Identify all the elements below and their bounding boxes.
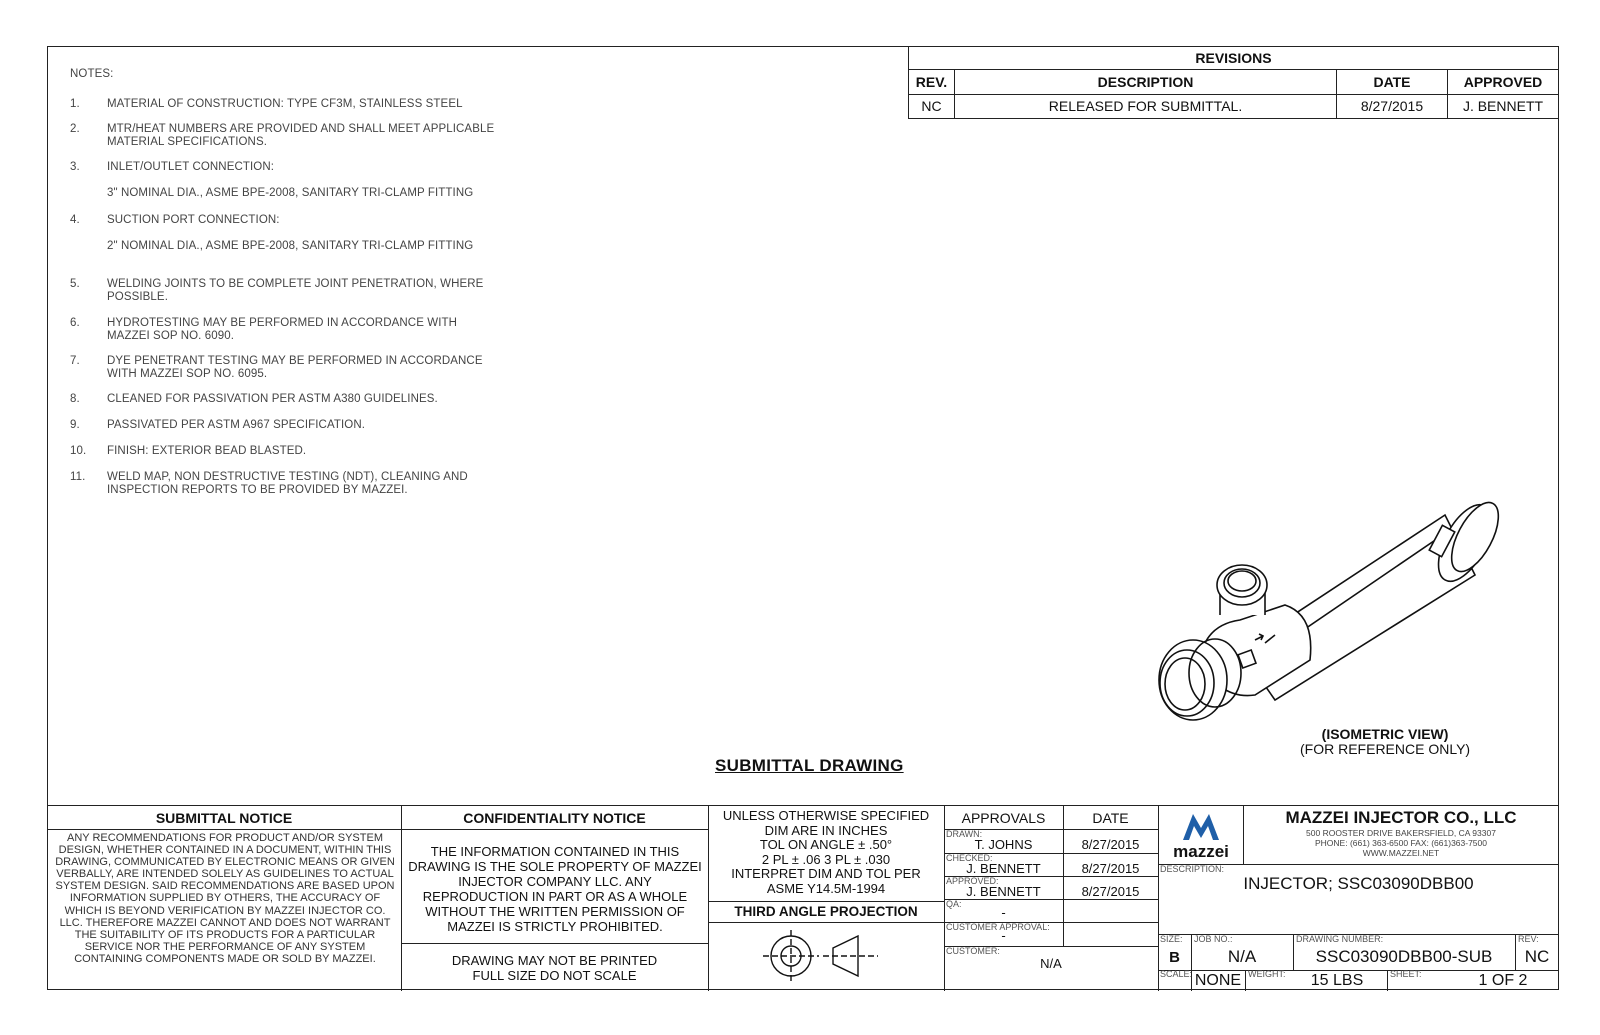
note-text: FINISH: EXTERIOR BEAD BLASTED. [107,445,307,457]
iso-view-line1: (ISOMETRIC VIEW) [1321,726,1449,742]
description-header: DESCRIPTION [955,70,1337,94]
drawing-title: SUBMITTAL DRAWING [715,756,904,775]
mazzei-logo [1161,808,1241,860]
company-phone: PHONE: (661) 363-6500 FAX: (661)363-7500 [1315,838,1487,848]
approved-date: 8/27/2015 [1081,884,1140,899]
weight-label: WEIGHT: [1248,969,1286,979]
job-number: N/A [1227,947,1257,966]
sheet-size: B [1169,949,1180,966]
note-number: 6. [70,317,80,329]
isometric-view-label [1300,727,1470,757]
note-text: 3" NOMINAL DIA., ASME BPE-2008, SANITARY TRI-CLAMP FITTING [107,187,474,199]
notes-heading: NOTES: [70,68,114,80]
rev-header: REV. [909,70,955,94]
description-label: DESCRIPTION: [1160,864,1225,874]
sheet-value: 1 OF 2 [1478,972,1528,989]
note-text: WELD MAP, NON DESTRUCTIVE TESTING (NDT), CLEANING AND INSPECTION REPORTS TO BE PROVIDED BY MAZZEI. [107,471,468,496]
approved-by: J. BENNETT [966,884,1041,899]
customer-label: CUSTOMER: [946,946,1000,956]
note-text: DYE PENETRANT TESTING MAY BE PERFORMED IN ACCORDANCE WITH MAZZEI SOP NO. 6095. [107,355,483,380]
drawn-label: DRAWN: [946,829,983,839]
note-number: 4. [70,214,80,226]
note-number: 3. [70,161,80,173]
note-number: 8. [70,393,80,405]
revision-description: RELEASED FOR SUBMITTAL. [955,94,1337,118]
note-text: INLET/OUTLET CONNECTION: [107,161,275,173]
iso-view-line2: (FOR REFERENCE ONLY) [1300,741,1471,757]
company-address: 500 ROOSTER DRIVE BAKERSFIELD, CA 93307 [1306,828,1496,838]
revision-approved: J. BENNETT [1448,94,1559,118]
submittal-notice-title: SUBMITTAL NOTICE [155,810,293,826]
drawn-date: 8/27/2015 [1081,837,1140,852]
checked-by: J. BENNETT [966,861,1041,876]
checked-label: CHECKED: [946,853,993,863]
revisions-table [908,46,1559,119]
note-number: 7. [70,355,80,367]
revisions-title: REVISIONS [909,47,1559,70]
tolerance-notes: UNLESS OTHERWISE SPECIFIED DIM ARE IN INCHES TOL ON ANGLE ± .50° 2 PL ± .06 3 PL ± .030 INTERPRET DIM AND TOL PER ASME Y14.5M-1994 [722,808,930,896]
note-text: SUCTION PORT CONNECTION: [107,214,280,226]
approved-label: APPROVED: [946,876,999,886]
confidentiality-title: CONFIDENTIALITY NOTICE [463,810,646,826]
note-number: 2. [70,123,80,135]
rev-label: REV: [1518,934,1539,944]
weight-value: 15 LBS [1310,972,1364,989]
job-number-label: JOB NO.: [1194,934,1233,944]
part-description: INJECTOR; SSC03090DBB00 [1243,874,1474,893]
drawing-number-label: DRAWING NUMBER: [1296,934,1384,944]
third-angle-projection-symbol [753,926,888,986]
scale-value: NONE [1194,972,1242,989]
customer-approval-value: - [1001,928,1006,943]
note-number: 5. [70,278,80,290]
submittal-notice-text: ANY RECOMMENDATIONS FOR PRODUCT AND/OR SYSTEM DESIGN, WHETHER CONTAINED IN A DOCUMENT, WITHIN THIS DRAWING, COMMUNICATED BY ELECTRONIC MEANS OR GIVEN VERBALLY, ARE INTENDED SOLELY AS GUIDELINES TO ACTUAL SYSTEM DESIGN. SAID RECOMMENDATIONS ARE BASED UPON INFORMATION SUPPLIED BY OTHERS, THE ACCURACY OF WHICH IS BEYOND VERIFICATION BY MAZZEI INJECTOR CO. LLC. THEREFORE MAZZEI CANNOT AND DOES NOT WARRANT THE SUITABILITY OF ITS PRODUCTS FOR A PARTICULAR SERVICE NOR THE PERFORMANCE OF ANY SYSTEM CONTAINING COMPONENTS MADE OR SOLD BY MAZZEI. [55,832,395,965]
date-header: DATE [1337,70,1448,94]
note-text: PASSIVATED PER ASTM A967 SPECIFICATION. [107,419,366,431]
drawing-rev: NC [1524,947,1550,966]
confidentiality-text: THE INFORMATION CONTAINED IN THIS DRAWING IS THE SOLE PROPERTY OF MAZZEI INJECTOR COMPANY LLC. ANY REPRODUCTION IN PART OR AS A WHOLE WITHOUT THE WRITTEN PERMISSION OF MAZZEI IS STRICTLY PROHIBITED. [408,844,702,934]
logo-wordmark: mazzei [1173,842,1229,860]
sheet-label: SHEET: [1390,969,1422,979]
revision-date: 8/27/2015 [1337,94,1448,118]
scale-label: SCALE: [1160,969,1193,979]
customer-value: N/A [1040,956,1062,971]
injector-isometric-drawing [1145,485,1530,750]
drawing-number: SSC03090DBB00-SUB [1315,947,1493,966]
size-label: SIZE: [1160,934,1183,944]
drawn-by: T. JOHNS [974,837,1033,852]
note-number: 10. [70,445,87,457]
note-text: MTR/HEAT NUMBERS ARE PROVIDED AND SHALL MEET APPLICABLE MATERIAL SPECIFICATIONS. [107,123,495,148]
company-web: WWW.MAZZEI.NET [1362,848,1440,858]
note-number: 11. [70,471,86,483]
projection-label: THIRD ANGLE PROJECTION [734,904,918,919]
note-text: CLEANED FOR PASSIVATION PER ASTM A380 GUIDELINES. [107,393,438,405]
print-note: DRAWING MAY NOT BE PRINTED FULL SIZE DO NOT SCALE [451,953,658,983]
company-name: MAZZEI INJECTOR CO., LLC [1285,808,1517,827]
note-text: MATERIAL OF CONSTRUCTION: TYPE CF3M, STAINLESS STEEL [107,98,463,110]
approvals-date-header: DATE [1092,810,1129,826]
checked-date: 8/27/2015 [1081,861,1140,876]
note-number: 1. [70,98,80,110]
note-text: WELDING JOINTS TO BE COMPLETE JOINT PENETRATION, WHERE POSSIBLE. [107,278,484,303]
title-block [47,805,1559,990]
revision-row [909,94,1559,118]
qa-value: - [1001,905,1006,920]
qa-label: QA: [946,899,962,909]
customer-approval-label: CUSTOMER APPROVAL: [946,922,1050,932]
revision-rev: NC [909,94,955,118]
approvals-header: APPROVALS [961,810,1046,826]
note-number: 9. [70,419,80,431]
note-text: 2" NOMINAL DIA., ASME BPE-2008, SANITARY TRI-CLAMP FITTING [107,240,474,252]
note-text: HYDROTESTING MAY BE PERFORMED IN ACCORDANCE WITH MAZZEI SOP NO. 6090. [107,317,458,342]
approved-header: APPROVED [1448,70,1559,94]
